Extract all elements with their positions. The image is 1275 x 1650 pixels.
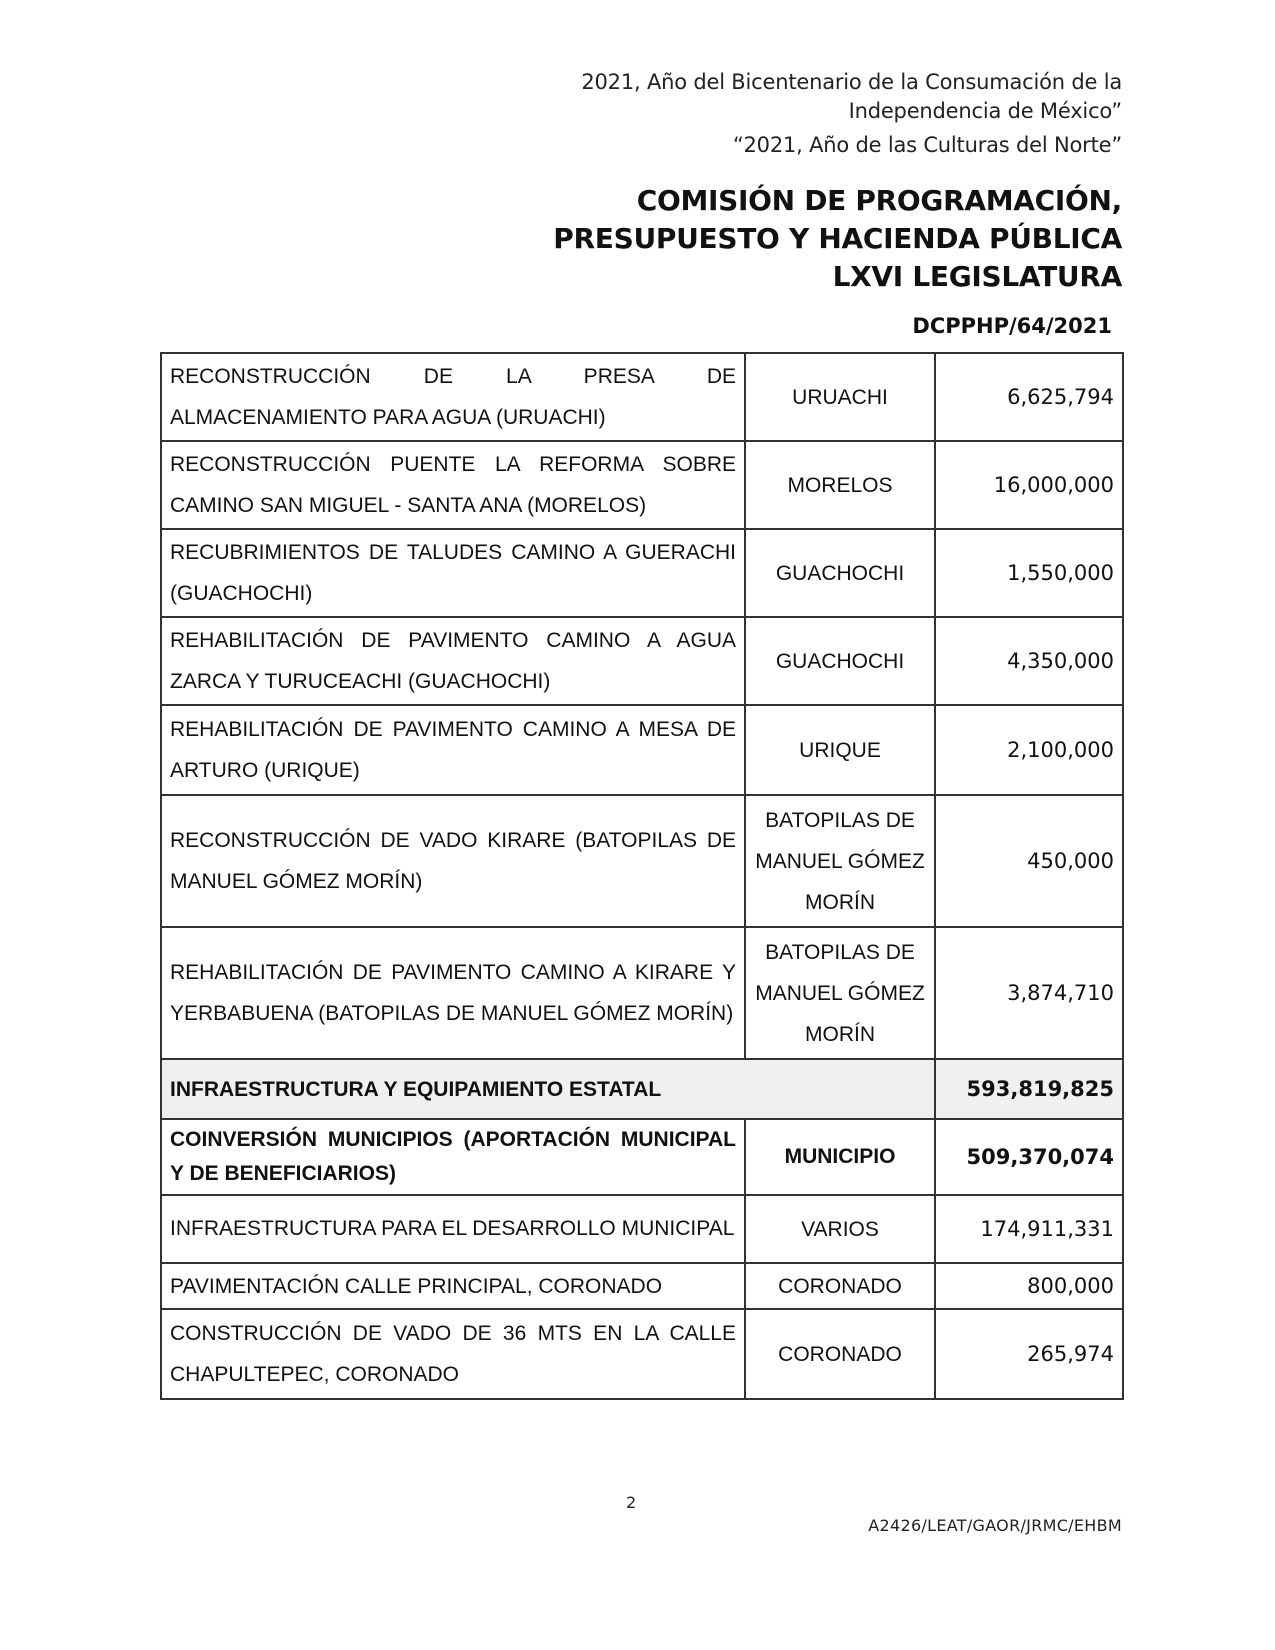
row-municipality: CORONADO: [745, 1309, 935, 1399]
table-row: [161, 441, 1123, 529]
table-row: [161, 1309, 1123, 1399]
table-row: [161, 705, 1123, 795]
header-slogan-line-2: Independencia de México”: [848, 99, 1122, 123]
row-description: RECONSTRUCCIÓN PUENTE LA REFORMA SOBRE CAMINO SAN MIGUEL - SANTA ANA (MORELOS): [161, 441, 745, 529]
page-number: 2: [626, 1493, 637, 1512]
row-description: REHABILITACIÓN DE PAVIMENTO CAMINO A AGUA ZARCA Y TURUCEACHI (GUACHOCHI): [161, 617, 745, 705]
header-slogan-line-1: 2021, Año del Bicentenario de la Consumación de la: [581, 70, 1122, 94]
row-amount: 4,350,000: [935, 617, 1123, 705]
table-row: [161, 529, 1123, 617]
row-description: REHABILITACIÓN DE PAVIMENTO CAMINO A KIRARE Y YERBABUENA (BATOPILAS DE MANUEL GÓMEZ MORÍN): [161, 927, 745, 1059]
row-amount: 450,000: [935, 795, 1123, 927]
section-label: COINVERSIÓN MUNICIPIOS (APORTACIÓN MUNICIPAL Y DE BENEFICIARIOS): [161, 1119, 745, 1195]
row-amount: 800,000: [935, 1263, 1123, 1309]
section-municipality: MUNICIPIO: [745, 1119, 935, 1195]
total-label: INFRAESTRUCTURA Y EQUIPAMIENTO ESTATAL: [161, 1059, 935, 1119]
row-description: CONSTRUCCIÓN DE VADO DE 36 MTS EN LA CALLE CHAPULTEPEC, CORONADO: [161, 1309, 745, 1399]
row-description: PAVIMENTACIÓN CALLE PRINCIPAL, CORONADO: [161, 1263, 745, 1309]
row-municipality: BATOPILAS DE MANUEL GÓMEZ MORÍN: [745, 927, 935, 1059]
footer-reference-code: A2426/LEAT/GAOR/JRMC/EHBM: [868, 1516, 1122, 1535]
row-amount: 174,911,331: [935, 1195, 1123, 1263]
commission-title-line-1: COMISIÓN DE PROGRAMACIÓN,: [636, 184, 1122, 217]
commission-title-line-3: LXVI LEGISLATURA: [832, 260, 1122, 293]
row-amount: 16,000,000: [935, 441, 1123, 529]
row-description: REHABILITACIÓN DE PAVIMENTO CAMINO A MESA DE ARTURO (URIQUE): [161, 705, 745, 795]
row-municipality: CORONADO: [745, 1263, 935, 1309]
total-row: [161, 1059, 1123, 1119]
row-municipality: BATOPILAS DE MANUEL GÓMEZ MORÍN: [745, 795, 935, 927]
row-municipality: GUACHOCHI: [745, 617, 935, 705]
table-row: [161, 617, 1123, 705]
section-amount: 509,370,074: [935, 1119, 1123, 1195]
row-amount: 265,974: [935, 1309, 1123, 1399]
row-municipality: URUACHI: [745, 353, 935, 441]
row-description: RECONSTRUCCIÓN DE VADO KIRARE (BATOPILAS DE MANUEL GÓMEZ MORÍN): [161, 795, 745, 927]
total-amount: 593,819,825: [935, 1059, 1123, 1119]
row-amount: 2,100,000: [935, 705, 1123, 795]
row-description: RECUBRIMIENTOS DE TALUDES CAMINO A GUERACHI (GUACHOCHI): [161, 529, 745, 617]
section-row: [161, 1119, 1123, 1195]
table-row: [161, 1195, 1123, 1263]
row-amount: 6,625,794: [935, 353, 1123, 441]
row-amount: 1,550,000: [935, 529, 1123, 617]
row-municipality: GUACHOCHI: [745, 529, 935, 617]
commission-title-line-2: PRESUPUESTO Y HACIENDA PÚBLICA: [553, 222, 1122, 255]
table-row: [161, 353, 1123, 441]
table-row: [161, 795, 1123, 927]
row-municipality: VARIOS: [745, 1195, 935, 1263]
header-slogan-line-3: “2021, Año de las Culturas del Norte”: [732, 133, 1122, 157]
row-municipality: URIQUE: [745, 705, 935, 795]
row-municipality: MORELOS: [745, 441, 935, 529]
table-row: [161, 927, 1123, 1059]
row-description: RECONSTRUCCIÓN DE LA PRESA DE ALMACENAMIENTO PARA AGUA (URUACHI): [161, 353, 745, 441]
document-reference: DCPPHP/64/2021: [912, 314, 1112, 338]
budget-table: [160, 352, 1124, 1400]
table-row: [161, 1263, 1123, 1309]
row-description: INFRAESTRUCTURA PARA EL DESARROLLO MUNICIPAL: [161, 1195, 745, 1263]
row-amount: 3,874,710: [935, 927, 1123, 1059]
